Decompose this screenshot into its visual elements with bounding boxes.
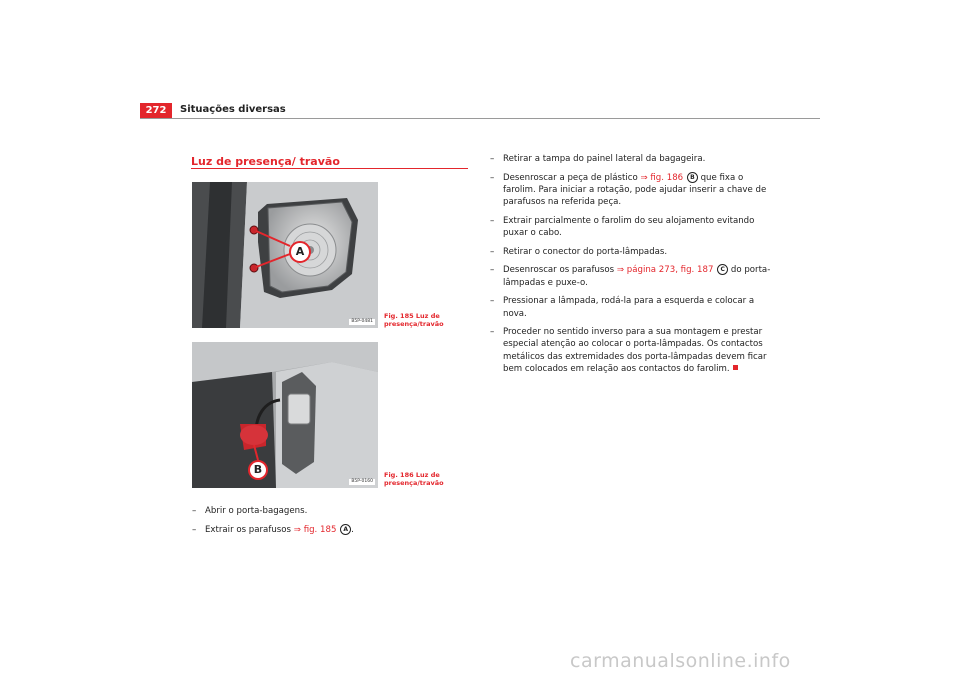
end-of-section-icon: [733, 365, 738, 370]
list-item: [192, 524, 468, 536]
figure-186-image: [192, 342, 378, 488]
header-divider: [140, 118, 820, 119]
step-text: Proceder no sentido inverso para a sua montagem e prestar especial atenção ao colocar o porta-lâmpadas. Os contactos metálicos das extremidades dos porta-lâmpadas devem ficar bem colocados em relação aos contactos do farolim.: [503, 327, 767, 374]
list-item: [490, 153, 772, 165]
list-item: [192, 505, 468, 517]
figure-185-image: [192, 182, 378, 328]
list-item: [490, 326, 772, 375]
step-text: Retirar o conector do porta-lâmpadas.: [503, 246, 668, 257]
list-item: [490, 215, 772, 239]
page-number: 272: [140, 103, 172, 119]
arrow-icon: ⇒: [616, 265, 625, 276]
list-item: [490, 246, 772, 258]
step-text: Extrair os parafusos: [205, 524, 294, 535]
figure-caption: Fig. 186 Luz de presença/travão: [384, 471, 444, 487]
arrow-icon: ⇒: [293, 524, 301, 535]
callout-label: B: [253, 463, 263, 476]
step-text: Desenroscar a peça de plástico: [503, 172, 641, 183]
cross-reference-link[interactable]: [640, 173, 683, 183]
figure-code: B5P-0160: [351, 479, 373, 484]
figure-code: B5P-0481: [351, 319, 373, 324]
callout-label: A: [295, 245, 305, 258]
callout-badge: C: [717, 264, 728, 275]
reference-text: fig. 186: [650, 172, 684, 183]
callout-badge: B: [687, 172, 698, 183]
step-text: Extrair parcialmente o farolim do seu alojamento evitando puxar o cabo.: [503, 215, 755, 239]
figure-caption: Fig. 185 Luz de presença/travão: [384, 312, 444, 328]
cross-reference-link[interactable]: [617, 265, 714, 275]
cross-reference-link[interactable]: [294, 525, 337, 535]
callout-badge: A: [340, 524, 351, 535]
page-header-title: Situações diversas: [180, 104, 286, 115]
reference-text: página 273, fig. 187: [626, 265, 714, 276]
section-divider: [191, 168, 468, 169]
list-item: [490, 172, 772, 209]
reference-text: fig. 185: [303, 524, 337, 535]
left-steps-list: [192, 505, 468, 542]
step-text: Abrir o porta-bagagens.: [205, 506, 308, 516]
step-text: que fixa o farolim. Para iniciar a rotação, pode ajudar inserir a chave de parafusos na referida peça.: [503, 172, 767, 208]
step-text: .: [351, 524, 354, 535]
step-text: Pressionar a lâmpada, rodá-la para a esquerda e colocar a nova.: [503, 296, 755, 319]
arrow-icon: ⇒: [640, 172, 648, 183]
list-item: [490, 264, 772, 288]
step-text: Retirar a tampa do painel lateral da bagageira.: [503, 154, 706, 164]
section-title: Luz de presença/ travão: [191, 155, 340, 168]
step-text: do porta-lâmpadas e puxe-o.: [503, 265, 771, 288]
list-item: [490, 295, 772, 319]
right-steps-list: [490, 153, 772, 382]
watermark: carmanualsonline.info: [570, 650, 791, 672]
step-text: Desenroscar os parafusos: [503, 265, 617, 276]
